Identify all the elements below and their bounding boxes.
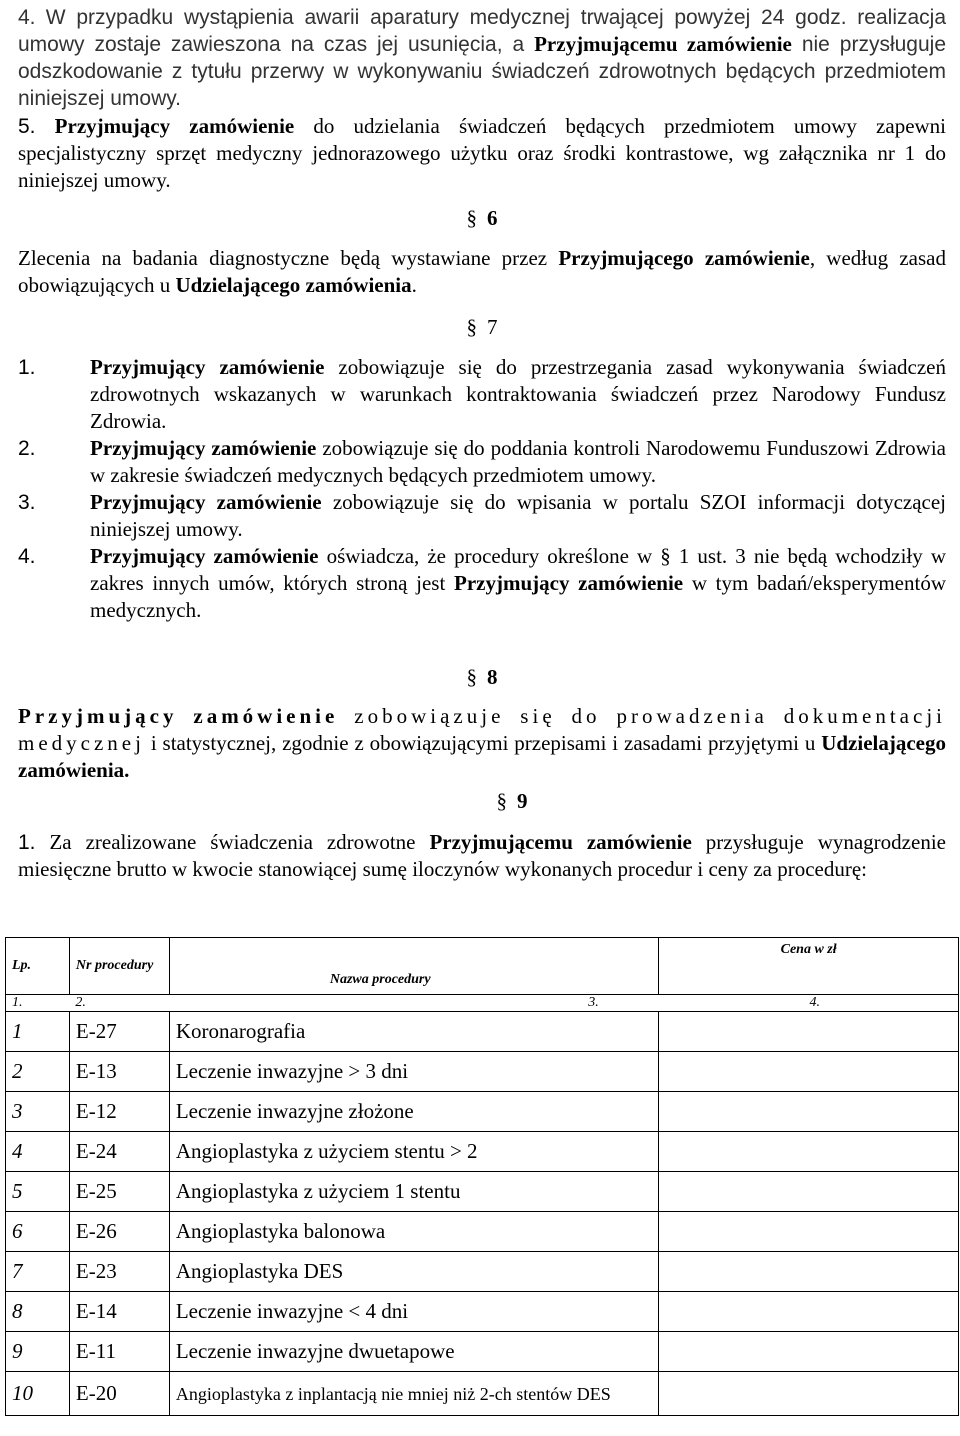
section-7-list: [18, 354, 946, 624]
section-number: 8: [487, 665, 498, 689]
cell-lp: 4: [6, 1132, 70, 1172]
cell-procedure-number: E-20: [69, 1372, 169, 1416]
party-name: Przyjmującemu zamówienie: [429, 830, 692, 854]
section-number: 7: [487, 315, 498, 339]
table-row: [6, 1132, 959, 1172]
party-name: Przyjmujący zamówienie: [90, 544, 319, 568]
paragraph-9: [18, 829, 946, 883]
item-text: zobowiązuje się do wpisania w portalu SZOI informacji dotyczącej niniejszej umowy.: [90, 490, 947, 541]
paragraph-number: 1.: [18, 831, 36, 854]
table-row: [6, 1092, 959, 1132]
list-item: [18, 543, 946, 624]
item-number: 2.: [18, 437, 36, 460]
cell-lp: 6: [6, 1212, 70, 1252]
cell-lp: 7: [6, 1252, 70, 1292]
cell-procedure-name: Angioplastyka z użyciem stentu > 2: [169, 1132, 658, 1172]
cell-lp: 1: [6, 1012, 70, 1052]
column-number: 3.: [169, 995, 658, 1012]
list-item: [18, 435, 946, 489]
cell-lp: 9: [6, 1332, 70, 1372]
cell-procedure-name: Angioplastyka DES: [169, 1252, 658, 1292]
table-row: [6, 1292, 959, 1332]
item-text: oświadcza, że procedury określone w: [318, 544, 661, 568]
party-name: Przyjmujący zamówienie: [90, 490, 322, 514]
paragraph-text: i statystycznej, zgodnie z obowiązującymi przepisami i zasadami przyjętymi u: [144, 731, 822, 755]
header-price: Cena w zł: [659, 938, 959, 995]
paragraph-text: zobowiązuje się do prowadzenia dokumentacji medycznej: [18, 704, 946, 755]
cell-price: [659, 1092, 959, 1132]
cell-price: [659, 1252, 959, 1292]
cell-procedure-number: E-23: [69, 1252, 169, 1292]
item-text: w tym badań/eksperymentów medycznych.: [90, 571, 946, 622]
item-number: 3.: [18, 491, 36, 514]
cell-procedure-number: E-27: [69, 1012, 169, 1052]
section-6-heading: [18, 205, 946, 232]
paragraph-text: Zlecenia na badania diagnostyczne będą wystawiane przez: [18, 246, 559, 270]
party-name: Udzielającego zamówienia: [175, 273, 412, 297]
section-sign: §: [466, 665, 477, 689]
section-7-heading: [18, 314, 946, 341]
cell-price: [659, 1012, 959, 1052]
cell-procedure-number: E-24: [69, 1132, 169, 1172]
column-number: 2.: [69, 995, 169, 1012]
section-8-heading: [18, 664, 946, 691]
table-row: [6, 1012, 959, 1052]
column-number: 4.: [659, 995, 959, 1012]
paragraph-text: nie przysługuje odszkodowanie z tytułu przerwy w wykonywaniu świadczeń zdrowotnych będących przedmiotem niniejszej umowy.: [18, 33, 946, 110]
table-row: [6, 1372, 959, 1416]
section-sign: §: [660, 544, 671, 568]
column-number: 1.: [6, 995, 70, 1012]
paragraph-text: W przypadku wystąpienia awarii aparatury medycznej trwającej powyżej 24 godz. realizacja umowy zostaje zawieszona na czas jej usunięcia, a: [18, 6, 947, 56]
party-name: Przyjmujący zamówienie: [454, 571, 684, 595]
cell-price: [659, 1212, 959, 1252]
cell-price: [659, 1372, 959, 1416]
paragraph-number: 4.: [18, 6, 36, 29]
cell-price: [659, 1332, 959, 1372]
section-sign: §: [496, 789, 507, 813]
cell-procedure-name: Leczenie inwazyjne < 4 dni: [169, 1292, 658, 1332]
party-name: Przyjmującemu zamówienie: [534, 32, 792, 56]
cell-lp: 8: [6, 1292, 70, 1332]
paragraph-8: [18, 703, 946, 784]
paragraph-5: [18, 113, 946, 194]
list-item: [18, 354, 946, 435]
cell-procedure-name: Leczenie inwazyjne > 3 dni: [169, 1052, 658, 1092]
cell-procedure-number: E-13: [69, 1052, 169, 1092]
cell-lp: 2: [6, 1052, 70, 1092]
cell-procedure-name: Angioplastyka z użyciem 1 stentu: [169, 1172, 658, 1212]
column-numbers-row: [6, 995, 959, 1012]
cell-procedure-number: E-12: [69, 1092, 169, 1132]
item-text: 1 ust. 3 nie będą wchodziły w zakres innych umów, których stroną jest: [90, 544, 946, 595]
paragraph-4: [18, 4, 946, 112]
section-number: 9: [517, 789, 528, 813]
party-name: Przyjmujący zamówienie: [54, 114, 295, 138]
section-number: 6: [487, 206, 498, 230]
cell-procedure-name: Leczenie inwazyjne złożone: [169, 1092, 658, 1132]
cell-lp: 10: [6, 1372, 70, 1416]
cell-procedure-number: E-11: [69, 1332, 169, 1372]
cell-procedure-number: E-26: [69, 1212, 169, 1252]
table-row: [6, 1052, 959, 1092]
cell-procedure-number: E-14: [69, 1292, 169, 1332]
paragraph-text: przysługuje wynagrodzenie miesięczne brutto w kwocie stanowiącej sumę iloczynów wykonanych procedur i ceny za procedurę:: [18, 830, 946, 881]
header-name: Nazwa procedury: [169, 938, 658, 995]
cell-price: [659, 1292, 959, 1332]
item-number: 1.: [18, 356, 36, 379]
item-text: zobowiązuje się do przestrzegania zasad wykonywania świadczeń zdrowotnych wskazanych w warunkach kontraktowania świadczeń przez Narodowy Fundusz Zdrowia.: [90, 355, 946, 433]
section-sign: §: [466, 315, 477, 339]
paragraph-number: 5.: [18, 115, 36, 138]
item-number: 4.: [18, 545, 36, 568]
header-nr: Nr procedury: [69, 938, 169, 995]
cell-procedure-name: Angioplastyka z inplantacją nie mniej niż 2-ch stentów DES: [169, 1372, 658, 1416]
paragraph-text: Za zrealizowane świadczenia zdrowotne: [35, 830, 430, 854]
table-header-row: [6, 938, 959, 995]
cell-procedure-name: Koronarografia: [169, 1012, 658, 1052]
cell-lp: 3: [6, 1092, 70, 1132]
table-row: [6, 1212, 959, 1252]
header-lp: Lp.: [6, 938, 70, 995]
section-9-heading: [18, 788, 946, 815]
party-name: Przyjmującego zamówienie: [558, 246, 810, 270]
table-row: [6, 1252, 959, 1292]
cell-procedure-number: E-25: [69, 1172, 169, 1212]
list-item: [18, 489, 946, 543]
table-row: [6, 1332, 959, 1372]
item-text: zobowiązuje się do poddania kontroli Narodowemu Funduszowi Zdrowia w zakresie świadczeń medycznych będących przedmiotem umowy.: [90, 436, 946, 487]
table-row: [6, 1172, 959, 1212]
punctuation: .: [411, 273, 417, 297]
party-name: Przyjmujący zamówienie: [18, 704, 339, 728]
party-name: Przyjmujący zamówienie: [90, 355, 325, 379]
procedures-table: [5, 937, 959, 1416]
party-name: Przyjmujący zamówienie: [90, 436, 317, 460]
cell-price: [659, 1172, 959, 1212]
cell-lp: 5: [6, 1172, 70, 1212]
section-sign: §: [466, 206, 477, 230]
party-name: Udzielającego zamówienia.: [18, 731, 946, 782]
paragraph-text: , według zasad obowiązujących u: [18, 246, 946, 297]
cell-price: [659, 1052, 959, 1092]
cell-price: [659, 1132, 959, 1172]
cell-procedure-name: Angioplastyka balonowa: [169, 1212, 658, 1252]
paragraph-text: do udzielania świadczeń będących przedmiotem umowy zapewni specjalistyczny sprzęt medyczny jednorazowego użytku oraz środki kontrastowe, wg załącznika nr 1 do niniejszej umowy.: [18, 114, 947, 192]
paragraph-6: [18, 245, 946, 299]
cell-procedure-name: Leczenie inwazyjne dwuetapowe: [169, 1332, 658, 1372]
